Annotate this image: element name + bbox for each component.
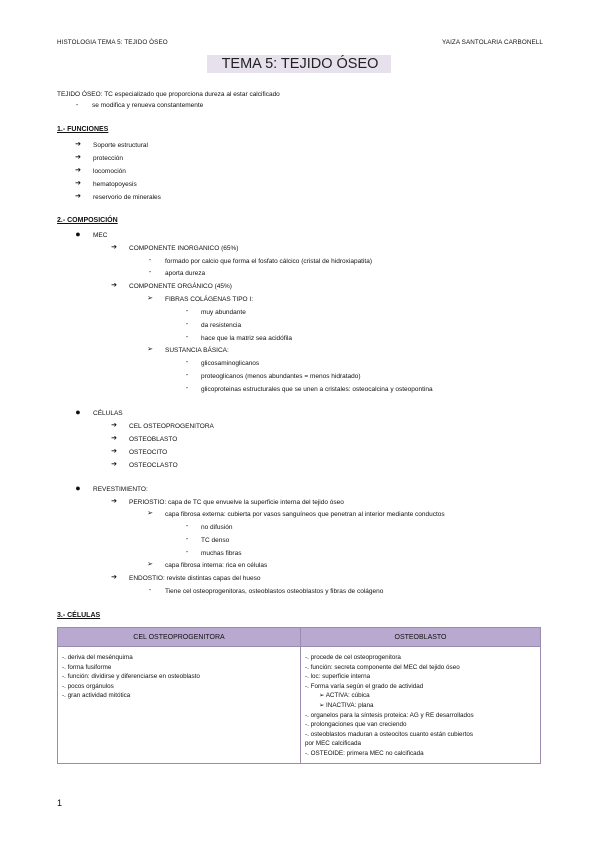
header-right: YAIZA SANTOLARIA CARBONELL — [441, 39, 543, 46]
arrow-marker: ➔ — [75, 154, 81, 161]
endostio-item: Tiene cel osteoprogenitoras, osteoblastos osteoblastos y fibras de colágeno — [165, 588, 384, 595]
header-left: HISTOLOGIA TEMA 5: TEJIDO ÓSEO — [57, 39, 168, 46]
fibras-item: hace que la matriz sea acidófila — [201, 335, 293, 342]
celulas-item: OSTEOCITO — [129, 449, 168, 456]
dash-marker: - — [185, 334, 189, 341]
page-title: TEMA 5: TEJIDO ÓSEO — [221, 56, 379, 72]
capa-externa-item: no difusión — [201, 524, 233, 531]
sustancia-item: glicosaminoglicanos — [201, 360, 260, 367]
celulas-label: CÉLULAS — [93, 410, 123, 417]
arrow-marker: ➔ — [111, 422, 117, 429]
cell-line: -. gran actividad mitótica — [62, 692, 131, 700]
dash-marker: - — [75, 102, 79, 109]
intro-definition: TEJIDO ÓSEO: TC especializado que proporciona dureza al estar calcificado — [57, 91, 280, 98]
funcion-item: protección — [93, 155, 123, 162]
section-funciones: 1.- FUNCIONES — [57, 126, 109, 133]
intro-sub: se modifica y renueva constantemente — [92, 102, 204, 109]
revestimiento-label: REVESTIMIENTO: — [93, 486, 148, 493]
cell-line: -. prolongaciones que van creciendo — [305, 721, 407, 729]
celulas-item: OSTEOCLASTO — [129, 462, 178, 469]
inorganico-item: aporta dureza — [165, 270, 206, 277]
chevron-marker: ➢ — [147, 510, 153, 517]
arrow-marker: ➔ — [111, 498, 117, 505]
chevron-marker: ➢ — [147, 346, 153, 353]
arrow-marker: ➔ — [111, 574, 117, 581]
capa-externa-item: muchas fibras — [201, 550, 242, 557]
bullet-marker: ● — [75, 483, 81, 493]
chevron-marker: ➢ — [147, 561, 153, 568]
cell-line: -. osteoblastos maduran a osteocitos cuanto están cubiertos — [305, 730, 474, 738]
dash-marker: - — [185, 372, 189, 379]
chevron-marker: ➢ — [147, 295, 153, 302]
bullet-marker: ● — [75, 407, 81, 417]
cell-line: -. organelos para la síntesis proteica: AG y RE desarrollados — [305, 711, 474, 719]
cell-line: -. función: dividirse y diferenciarse en osteoblasto — [62, 673, 200, 681]
table-header: CEL OSTEOPROGENITORA — [58, 628, 301, 647]
dash-marker: - — [148, 587, 152, 594]
cell-sub-text: ACTIVA: cúbica — [325, 692, 370, 700]
funcion-item: reservorio de minerales — [93, 194, 161, 201]
mec-label: MEC — [93, 232, 108, 239]
organico-label: COMPONENTE ORGÁNICO (45%) — [129, 283, 232, 290]
table-cell-osteoprogenitora — [58, 647, 301, 764]
cell-line: -. OSTEOIDE: primera MEC no calcificada — [305, 749, 424, 757]
bullet-marker: ● — [75, 229, 81, 239]
section-composicion: 2.- COMPOSICIÓN — [57, 217, 118, 224]
dash-marker: - — [185, 321, 189, 328]
cell-line: -. deriva del mesénquima — [62, 654, 133, 661]
sustancia-label: SUSTANCIA BÁSICA: — [165, 347, 229, 354]
funcion-item: locomoción — [93, 168, 126, 175]
dash-marker: - — [185, 549, 189, 556]
dash-marker: - — [185, 359, 189, 366]
celulas-table — [57, 627, 541, 764]
arrow-marker: ➔ — [75, 167, 81, 174]
capa-externa-item: TC denso — [201, 537, 230, 544]
fibras-item: muy abundante — [201, 309, 246, 316]
capa-externa-line: capa fibrosa externa: cubierta por vasos sanguíneos que penetran al interior mediante conductos — [165, 511, 445, 518]
chevron-marker: ➢ — [319, 701, 325, 709]
cell-subline — [305, 691, 536, 701]
cell-line: -. pocos orgánulos — [62, 682, 114, 690]
dash-marker: - — [185, 385, 189, 392]
inorganico-item: formado por calcio que forma el fosfato cálcico (cristal de hidroxiapatita) — [165, 258, 373, 265]
cell-line: -. procede de cel osteoprogenitora — [305, 654, 401, 661]
dash-marker: - — [185, 523, 189, 530]
cell-sub-text: INACTIVA: plana — [326, 701, 374, 709]
cell-line: -. forma fusiforme — [62, 663, 112, 671]
arrow-marker: ➔ — [111, 244, 117, 251]
fibras-item: da resistencia — [201, 322, 242, 329]
cell-line: -. Forma varía según el grado de actividad — [305, 682, 424, 690]
cell-subline — [305, 701, 536, 711]
chevron-marker: ➢ — [319, 692, 325, 700]
cell-line: -. loc: superficie interna — [305, 673, 371, 681]
dash-marker: - — [148, 269, 152, 276]
periostio-line: PERIOSTIO: capa de TC que envuelve la superficie interna del tejido óseo — [129, 499, 344, 506]
capa-interna-line: capa fibrosa interna: rica en células — [165, 562, 268, 569]
arrow-marker: ➔ — [111, 461, 117, 468]
arrow-marker: ➔ — [75, 193, 81, 200]
page-number: 1 — [57, 798, 63, 808]
dash-marker: - — [148, 257, 152, 264]
cell-line: -. función: secreta componente del MEC del tejido óseo — [305, 663, 460, 671]
sustancia-item: proteoglicanos (menos abundantes = menos hidratado) — [201, 373, 361, 380]
fibras-label: FIBRAS COLÁGENAS TIPO I: — [165, 296, 254, 303]
section-celulas: 3.- CÉLULAS — [57, 612, 101, 619]
endostio-line: ENDOSTIO: reviste distintas capas del hueso — [129, 575, 261, 582]
celulas-item: CEL OSTEOPROGENITORA — [129, 423, 214, 430]
celulas-item: OSTEOBLASTO — [129, 436, 178, 443]
dash-marker: - — [185, 308, 189, 315]
arrow-marker: ➔ — [75, 180, 81, 187]
arrow-marker: ➔ — [111, 448, 117, 455]
arrow-marker: ➔ — [111, 435, 117, 442]
funcion-item: Soporte estructural — [93, 142, 148, 149]
arrow-marker: ➔ — [111, 282, 117, 289]
funcion-item: hematopoyesis — [93, 181, 137, 188]
cell-line: por MEC calcificada — [305, 740, 361, 748]
sustancia-item: glicoproteinas estructurales que se unen a cristales: osteocalcina y osteopontina — [201, 386, 433, 393]
inorganico-label: COMPONENTE INORGANICO (65%) — [129, 245, 239, 252]
dash-marker: - — [185, 536, 189, 543]
table-header: OSTEOBLASTO — [301, 628, 541, 647]
table-cell-osteoblasto — [301, 647, 541, 764]
arrow-marker: ➔ — [75, 141, 81, 148]
